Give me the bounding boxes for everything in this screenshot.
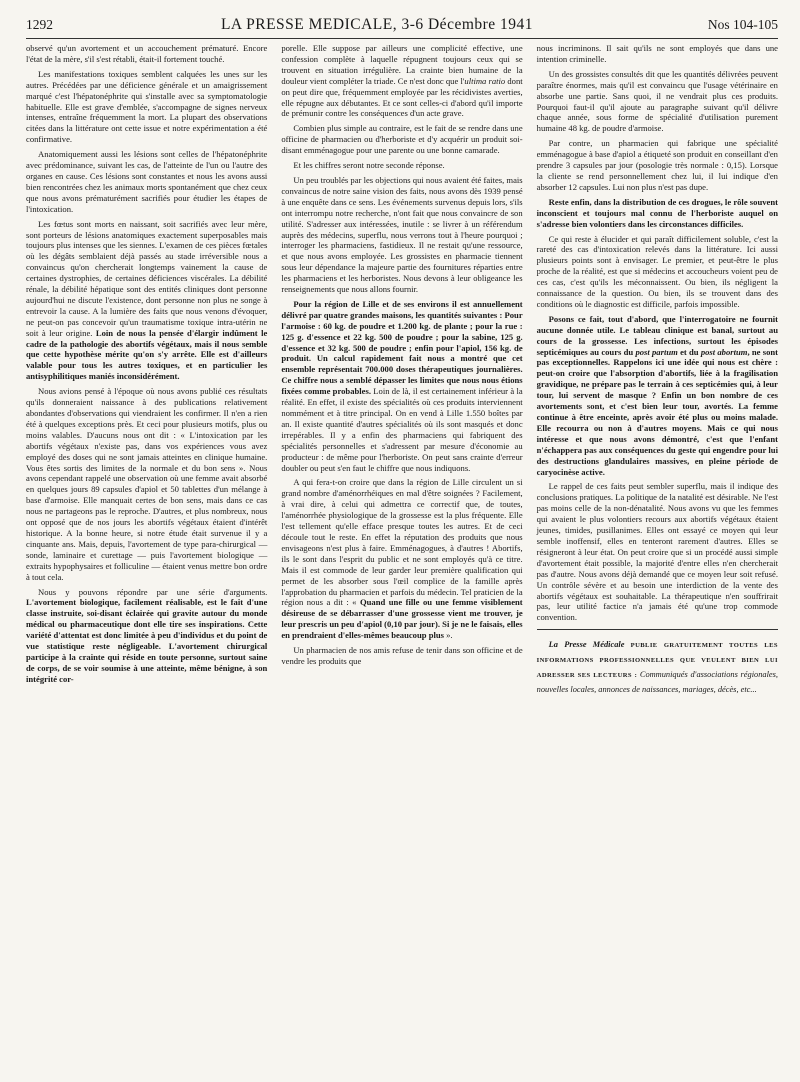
text-run: Quand une fille ou une femme visiblement désireuse de se débarrasser d'une grossesse vient me trouver, je leur prescris un peu d'apiol (0,10 par jour). Si je ne le faisais, elles en prendraient d'elles-mêmes beaucoup plus — [281, 597, 523, 641]
text-run: , ne sont pas exceptionnelles. Rappelons ici une idée qui nous est chère : peut-on croire que l'absorption d'abortifs, liée à la fragilisation gravidique, ne prépare pas le terrain à ces septicémies qui, à leur tour, lui servent de masque ? Enfin un bon nombre de ces avortements sont, et c'est bien leur tour, avortés. La femme continue à être enceinte, après avoir été plus ou moins malade. Elle recourra ou non à d'autres moyens. Mais ce qui nous intéresse et que nous avons démontré, c'est que l'enfant n'échappera pas aux conséquences du geste qui engendre pour lui des destructions glandulaires massives, en pleine période de caryocinèse active. — [536, 346, 779, 477]
text-run: L'avortement biologique, facilement réalisable, est le fait d'une classe instruite, soi-disant éclairée qui gravite autour du monde médical ou pharmaceutique dont elle tire ses inspirations. Cette variété d'attentat est donc limitée à peu d'individus et du point de vue statistique reste négligeable. L'avortement chirurgical participe à la crainte qui réside en toute personne, surtout saine de corps, de se voir soumise à une atteinte, même bénigne, à son intégrité cor- — [26, 597, 268, 684]
text-run: Ce qui reste à élucider et qui paraît difficilement soluble, c'est la rareté des cas d'intoxication relevés dans la littérature. Ici aussi plusieurs points sont à envisager. Le premier, et peut-être le plus proche de la réalité, est que si médecins et accoucheurs voient peu de ces cas, c'est qu'ils les méconnaissent. Ou bien, ils négligent la connaissance de la question. Ou bien, ils se trouvent dans des conditions où le diagnostic est difficile, parfois impossible. — [536, 233, 778, 309]
text-run: Le rappel de ces faits peut sembler superflu, mais il indique des conclusions pratiques. La politique de la natalité est désirable. Ne l'est pas moins celle de la non-dénatalité. Nous avons vu que les femmes qui avaient le plus volontiers recours aux abortifs végétaux étaient jeunes, timides, pusillanimes. Elles ont essayé ce moyen qui leur semble inoffensif, elles en tenteront rarement d'autres. Elles se résigneront à leur état. On peut croire que si un procédé aussi simple d'avortement était possible, la majorité d'entre elles n'en chercherait pas d'autre. Nous avons déjà demandé que ce moyen leur soit refusé. Un contrôle sévère et au besoin une interdiction de la vente des abortifs végétaux est souhaitable. La thérapeutique n'en souffrirait pas, leur utilité factice n'a jamais été qu'une trop commode convention. — [536, 481, 778, 623]
text-run: Un pharmacien de nos amis refuse de tenir dans son officine et de vendre les produits que — [281, 645, 523, 666]
text-run: A qui fera-t-on croire que dans la région de Lille circulent un si grand nombre d'aménorrhéiques en mal d'être soignées ? Facilement, à vrai dire, à celui qui admettra ce correctif que, de toutes, l'aménorrhée physiologique de la grossesse est la plus fréquente. Elle l'est tellement qu'elle efface presque toutes les autres. Et de ceci découle tout le reste. En effet la réputation des produits que nous envisageons n'est plus à faire. Emménagogues, à d'autres ! Abortifs, ils le sont dans l'esprit du public et ne sont employés qu'à ce titre. Mais il est commode de leur garder leur première qualification qui permet de les absorber sous l'œil complice de la famille après l'approbation du pharmacien et parfois du médecin. Tel praticien de la région nous a dit : « — [281, 477, 523, 608]
paragraph — [26, 43, 267, 65]
column-1 — [26, 43, 267, 701]
text-run: Les fœtus sont morts en naissant, soit sacrifiés avec leur mère, sont porteurs de lésions anatomiques exactement superposables mais toujours plus intenses que les siennes. L'examen de ces pièces fœtales où les dégâts semblaient déjà passés au stade irréversible nous a convaincus qu'on chercherait longtemps vainement la cause de certaines dystrophies, de certaines déficiences viscérales. La débilité rénale, la débilité hépatique sont des entités cliniques dont personne aujourd'hui ne discute l'existence, dont personne non plus ne songe à entrevoir la cause. A la lumière des faits que nous venons d'évoquer, ne peut-on pas concevoir qu'un traumatisme toxique intra-utérin ne soit à leur origine. — [26, 218, 268, 338]
text-run: porelle. Elle suppose par ailleurs une complicité effective, une confession complète à laquelle répugnent toujours ceux qui se trouvent en situation irrégulière. La crainte bien humaine de la douleur vient compléter la triade. Ce n'est donc que l' — [281, 43, 523, 86]
paragraph — [281, 160, 522, 171]
paragraph — [537, 138, 778, 193]
paragraph — [281, 299, 522, 474]
notice-italic-text: Communiqués d'associations régionales, nouvelles locales, annonces de naissances, mariages, décès, etc... — [536, 670, 778, 695]
paragraph — [281, 477, 522, 641]
text-run: post partum — [635, 346, 678, 357]
text-run: Un peu troublés par les objections qui nous avaient été faites, mais convaincus de notre saine vision des faits, nous avons dès 1939 pensé à une enquête dans ce sens. Les événements survenus depuis lors, s'ils ont interrompu notre recherche, n'ont fait que nous convaincre de son utilité. S'adresser aux intéressées, inutile : se livrer à un référendum auprès des médecins, superflu, nous verrons tout à l'heure pourquoi ; interroger les pharmaciens, fastidieux. Il ne restait qu'une ressource, et que nous avons employée. Les grossistes en pharmacie tiennent sous leur dépendance la majeure partie des fournitures réparties entre les pharmaciens et les herboristes. Nous devons à leur obligeance les renseignements que nous allons fournir. — [281, 174, 523, 295]
paragraph — [281, 43, 522, 119]
journal-title: LA PRESSE MEDICALE, 3-6 Décembre 1941 — [220, 16, 534, 33]
text-run: Nous avions pensé à l'époque où nous avons publié ces résultats qu'ils donneraient naissance à des publications relativement abondantes d'observations qui viendraient les confirmer. Il n'en a rien été à quelques exceptions près. Et ceci pour plusieurs motifs, plus ou moins valables. D'aucuns nous ont dit : « L'intoxication par les abortifs végétaux n'existe pas, dans vos expériences vous avez employé des doses qui ne sont jamais atteintes en clinique humaine. Vous êtes sortis des limites de la normale et du bon sens ». Nous avons cependant rappelé une observation où une femme avait absorbé en quelques jours 89 capsules d'apiol et 50 tablettes d'un mélange à base d'armoise. Elle manquait certes de bon sens, mais dans ce cas nous ne partageons pas le reproche. D'autres, et plus nombreux, nous ont opposé que de nos jours les abortifs végétaux étaient d'intérêt historique. A la bonne heure, si notre étude était survenue il y a cinquante ans. Mais, depuis, l'avortement de type para-chirurgical — sonde, laminaire et curettage — puis l'avortement biologique — extraits hypophysaires et folliculine — étaient venus mettre bon ordre à tout cela. — [26, 386, 268, 582]
text-run: Un des grossistes consultés dit que les quantités délivrées peuvent paraître énormes, mais qu'il est convaincu que l'usage vétérinaire en absorbe une partie. Sans quoi, il ne vendrait plus ces produits. Pourquoi faut-il qu'il ajoute au paragraphe suivant qu'il délivre chaque année, sous forme de spécialité d'utilisation purement humaine 48 kg. de poudre d'armoise. — [536, 68, 778, 134]
paragraph — [26, 149, 267, 214]
paragraph — [26, 219, 267, 383]
paragraph — [537, 197, 778, 230]
text-run: ». — [443, 630, 453, 641]
paragraph — [26, 386, 267, 582]
page-number: 1292 — [26, 17, 53, 32]
paragraph — [281, 645, 522, 667]
paragraph — [537, 69, 778, 134]
text-run: Les manifestations toxiques semblent calquées les unes sur les autres. Précédées par une déficience générale et un amaigrissement marqué c'est l'hépatonéphrite qui s'installe avec sa symptomatologie habituelle. Elle est grave d'emblée, s'accompagne de signes nerveux intenses, entraîne fréquemment la mort. La plupart des observations citées dans la littérature ont cette issue et notre expérimentation a été confirmative. — [26, 68, 268, 145]
paragraph — [537, 234, 778, 310]
paragraph — [281, 175, 522, 295]
paragraph — [537, 481, 778, 623]
text-run: Loin de là, il est certainement inférieur à la réalité. En effet, il existe des spécialités où ces produits interviennent nommément et à titre principal. On en vend à Lille 1.550 boîtes par an. Il existe quantité d'autres spécialités où ils sont masqués et donc irrepérables. Il y a enfin des pharmaciens qui fabriquent des spécialités personnelles et s'adressent par mesure d'économie au producteur : de même pour l'herboriste. On peut sans crainte d'erreur doubler ou peut s'en faut le chiffre que nous indiquons. — [281, 386, 523, 473]
text-run: Pour la région de Lille et de ses environs il est annuellement délivré par quatre grandes maisons, les quantités suivantes : Pour l'armoise : 60 kg. de poudre et 1.200 kg. de plante ; pour la rue : 125 g. d'essence et 22 kg. 500 de poudre ; pour la sabine, 125 g. d'essence et 32 kg. 500 de poudre ; enfin pour l'apiol, 156 kg. de produit. Un calcul rapidement fait nous a montré que cet ensemble représentait 700.000 doses thérapeutiques journalières. Ce chiffre nous a semblé dépasser les limites que nous nous étions fixées comme probables. — [281, 298, 523, 397]
paragraph — [26, 587, 267, 685]
paragraph — [537, 314, 778, 478]
column-3 — [537, 43, 778, 701]
page-header — [26, 16, 778, 39]
paragraph — [26, 69, 267, 145]
text-run: Et les chiffres seront notre seconde réponse. — [293, 160, 445, 171]
issue-number: Nos 104-105 — [707, 17, 778, 32]
text-run: ultima ratio — [464, 75, 506, 86]
paragraph — [281, 123, 522, 156]
notice-caps-text: PUBLIE GRATUITEMENT TOUTES LES INFORMATIONS PROFESSIONNELLES QUE VEULENT BIEN LUI ADRESSER SES LECTEURS : — [536, 642, 778, 680]
column-3-text — [537, 43, 778, 623]
text-run: et du — [677, 346, 701, 357]
text-run: nous incriminons. Il sait qu'ils ne sont employés que dans une intention criminelle. — [536, 43, 778, 64]
text-run: Anatomiquement aussi les lésions sont celles de l'hépatonéphrite avec prédominance, suivant les cas, de l'atteinte de l'un ou l'autre des organes en cause. Ces lésions sont constantes et nous les avons aussi bien rencontrées chez les animaux morts spontanément que chez ceux que nous avons prématurément sacrifiés pour étudier les étapes de l'intoxication. — [26, 149, 268, 214]
text-run: post abortum — [700, 346, 748, 357]
column-2 — [281, 43, 522, 701]
text-run: Nous y pouvons répondre par une série d'arguments. — [38, 586, 268, 597]
text-run: Par contre, un pharmacien qui fabrique une spécialité emménagogue à base d'apiol a étiqueté son produit en conseillant d'en prendre 3 capsules par jour (posologie très normale : 0,15). Lorsque la cliente se rend personnellement chez lui, il lui indique d'en absorber 12 capsules. Lui non plus n'est pas dupe. — [536, 138, 778, 192]
notice-divider — [537, 629, 778, 630]
text-run: Posons ce fait, tout d'abord, que l'interrogatoire ne fournit aucune donnée utile. Le tableau clinique est banal, surtout au cours de la grossesse. Les infections, surtout les épisodes septicémiques au cours du — [536, 313, 778, 357]
text-run: Loin de nous la pensée d'élargir indûment le cadre de la pathologie des abortifs végétaux, mais il nous semble que cette hypothèse mérite qu'on s'y arrête. Elle est d'ailleurs valable pour tous les autres toxiques, et en particulier les antisyphilitiques maniés inconsidérément. — [26, 327, 268, 382]
notice-brand: La Presse Médicale — [548, 640, 625, 650]
text-run: observé qu'un avortement et un accouchement prématuré. Encore l'état de la mère, s'il s'est rétabli, était-il fortement touché. — [26, 43, 268, 64]
article-columns — [26, 43, 778, 701]
text-run: dont on peut dire que, fréquemment employée par les récidivistes averties, elle répugne aux débutantes. Et ce sont celles-ci d'abord qu'il importe de prémunir contre les conséquences d'un acte grave. — [281, 75, 523, 119]
free-publication-notice — [537, 638, 778, 697]
paragraph — [537, 43, 778, 65]
text-run: Reste enfin, dans la distribution de ces drogues, le rôle souvent inconscient et toujours mal connu de l'herboriste auquel on s'adresse bien volontiers dans les circonstances difficiles. — [536, 196, 778, 229]
text-run: Combien plus simple au contraire, est le fait de se rendre dans une officine de pharmacien ou d'herboriste et d'y acquérir un produit soi-disant emménagogue pour une parente ou une bonne camarade. — [281, 123, 523, 156]
